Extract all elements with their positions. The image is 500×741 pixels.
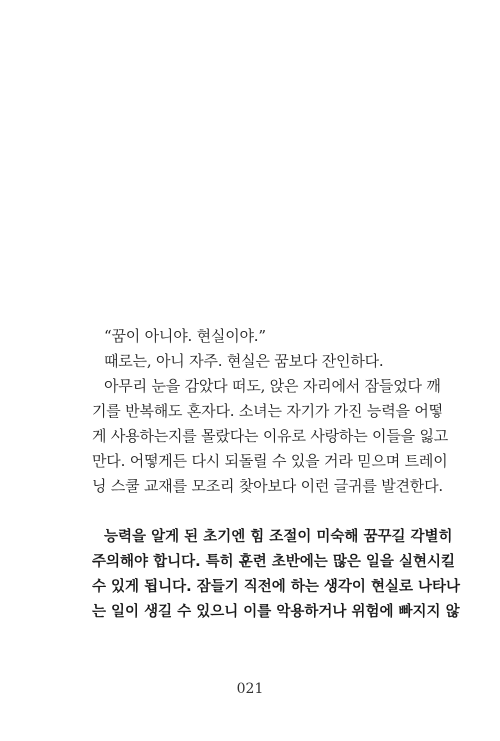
body-text-line: 때로는, 아니 자주. 현실은 꿈보다 잔인하다. <box>104 352 384 370</box>
body-text-line: 아무리 눈을 감았다 떠도, 앉은 자리에서 잠들었다 깨 <box>104 377 441 395</box>
quote-text-line: 주의해야 합니다. 특히 훈련 초반에는 많은 일을 실현시킬 <box>92 554 456 570</box>
quote-text-line: 수 있게 됩니다. 잠들기 직전에 하는 생각이 현실로 나타나 <box>92 579 461 595</box>
body-text-line: 만다. 어떻게든 다시 되돌릴 수 있을 거라 믿으며 트레이 <box>92 452 448 470</box>
body-text-line: 기를 반복해도 혼자다. 소녀는 자기가 가진 능력을 어떻 <box>92 402 443 420</box>
quote-text-line: 능력을 알게 된 초기엔 힘 조절이 미숙해 꿈꾸길 각별히 <box>104 529 453 545</box>
body-text-line: 닝 스쿨 교재를 모조리 찾아보다 이런 글귀를 발견한다. <box>92 477 443 495</box>
page-number: 021 <box>236 681 264 697</box>
body-text-line: 게 사용하는지를 몰랐다는 이유로 사랑하는 이들을 잃고 <box>92 427 449 445</box>
quote-text-line: 는 일이 생길 수 있으니 이를 악용하거나 위험에 빠지지 않 <box>92 604 460 620</box>
dialogue-line: “꿈이 아니야. 현실이야.” <box>104 327 266 345</box>
